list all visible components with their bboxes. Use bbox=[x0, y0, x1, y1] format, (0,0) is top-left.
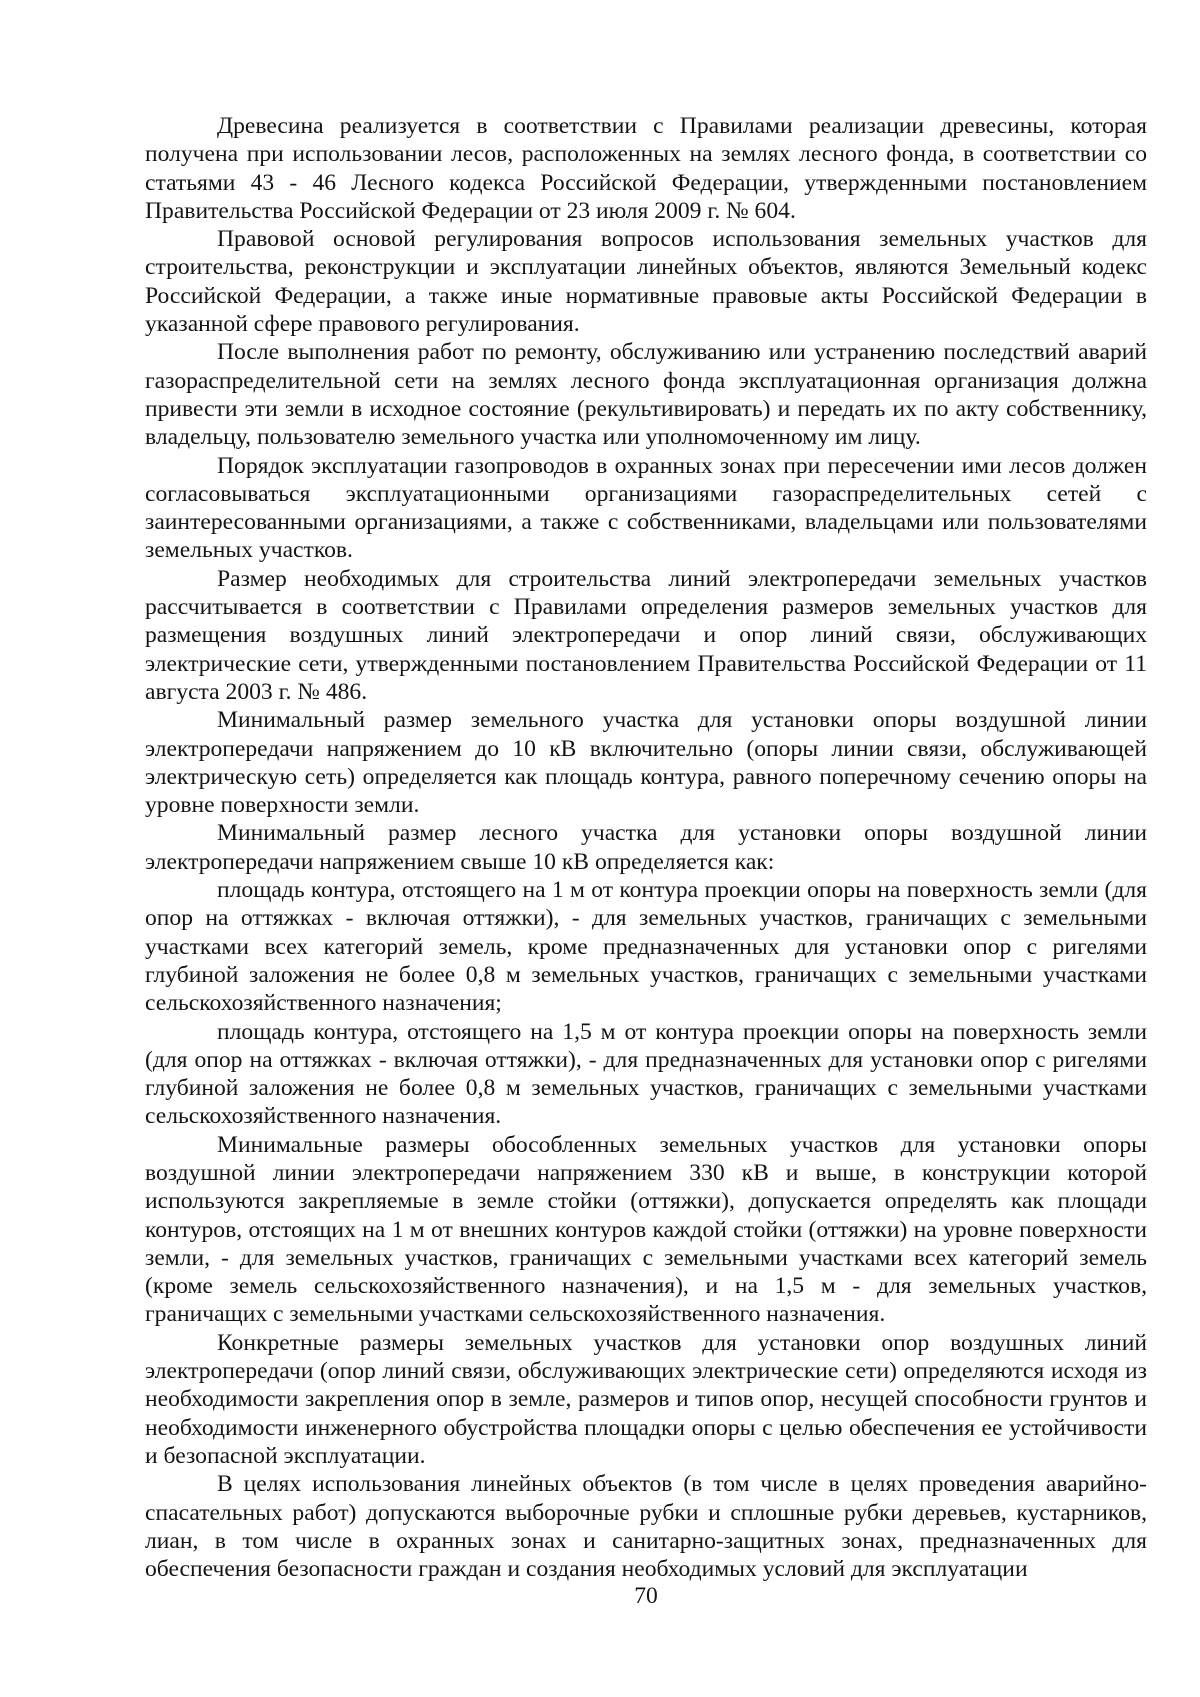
paragraph-after-repair: После выполнения работ по ремонту, обслуживанию или устранению последствий аварий газораспределительной сети на землях лесного фонда эксплуатационная организация должна привести эти земли в исходное состояние (рекультивировать) и передать их по акту собственнику, владельцу, пользователю земельного участка или уполномоченному им лицу. bbox=[145, 339, 1147, 451]
paragraph-legal-basis: Правовой основой регулирования вопросов использования земельных участков для строительства, реконструкции и эксплуатации линейных объектов, являются Земельный кодекс Российской Федерации, а также иные нормативные правовые акты Российской Федерации в указанной сфере правового регулирования. bbox=[145, 226, 1147, 338]
paragraph-specific-sizes: Конкретные размеры земельных участков для установки опор воздушных линий электропередачи (опор линий связи, обслуживающих электрические сети) определяются исходя из необходимости закрепления опор в земле, размеров и типов опор, несущей способности грунтов и необходимости инженерного обустройства площадки опоры с целью обеспечения ее устойчивости и безопасной эксплуатации. bbox=[145, 1329, 1147, 1469]
paragraph-timber-sale: Древесина реализуется в соответствии с Правилами реализации древесины, которая получена при использовании лесов, расположенных на землях лесного фонда, в соответствии со статьями 43 - 46 Лесного кодекса Российской Федерации, утвержденными постановлением Правительства Российской Федерации от 23 июля 2009 г. № 604. bbox=[145, 113, 1147, 224]
paragraph-power-line-land-size: Размер необходимых для строительства линий электропередачи земельных участков рассчитывается в соответствии с Правилами определения размеров земельных участков для размещения воздушных линий электропередачи и опор линий связи, обслуживающих электрические сети, утвержденными постановлением Правительства Российской Федерации от 11 августа 2003 г. № 486. bbox=[145, 565, 1147, 705]
paragraph-min-size-above-10kv: Минимальный размер лесного участка для установки опоры воздушной линии электропередачи напряжением свыше 10 кВ определяется как: bbox=[145, 820, 1147, 875]
paragraph-contour-1m: площадь контура, отстоящего на 1 м от контура проекции опоры на поверхность земли (для опор на оттяжках - включая оттяжки), - для земельных участков, граничащих с земельными участками всех категорий земель, кроме предназначенных для установки опор с ригелями глубиной заложения не более 0,8 м земельных участков, граничащих с земельными участками сельскохозяйственного назначения; bbox=[145, 877, 1147, 1017]
paragraph-330kv-supports: Минимальные размеры обособленных земельных участков для установки опоры воздушной линии электропередачи напряжением 330 кВ и выше, в конструкции которой используются закрепляемые в земле стойки (оттяжки), допускается определять как площади контуров, отстоящих на 1 м от внешних контуров каждой стойки (оттяжки) на уровне поверхности земли, - для земельных участков, граничащих с земельными участками всех категорий земель (кроме земель сельскохозяйственного назначения), и на 1,5 м - для земельных участков, граничащих с земельными участками сельскохозяйственного назначения. bbox=[145, 1131, 1147, 1328]
paragraph-gas-pipelines: Порядок эксплуатации газопроводов в охранных зонах при пересечении ими лесов должен согласовываться эксплуатационными организациями газораспределительных сетей с заинтересованными организациями, а также с собственниками, владельцами или пользователями земельных участков. bbox=[145, 452, 1147, 564]
paragraph-contour-1-5m: площадь контура, отстоящего на 1,5 м от контура проекции опоры на поверхность земли (для опор на оттяжках - включая оттяжки), - для предназначенных для установки опор с ригелями глубиной заложения не более 0,8 м земельных участков, граничащих с земельными участками сельскохозяйственного назначения. bbox=[145, 1018, 1147, 1130]
paragraph-min-size-up-to-10kv: Минимальный размер земельного участка для установки опоры воздушной линии электропередачи напряжением до 10 кВ включительно (опоры линии связи, обслуживающей электрическую сеть) определяется как площадь контура, равного поперечному сечению опоры на уровне поверхности земли. bbox=[145, 707, 1147, 819]
page-number: 70 bbox=[634, 1583, 658, 1609]
paragraph-tree-felling: В целях использования линейных объектов (в том числе в целях проведения аварийно-спасательных работ) допускаются выборочные рубки и сплошные рубки деревьев, кустарников, лиан, в том числе в охранных зонах и санитарно-защитных зонах, предназначенных для обеспечения безопасности граждан и создания необходимых условий для эксплуатации bbox=[145, 1471, 1147, 1583]
document-body bbox=[145, 112, 1147, 1583]
